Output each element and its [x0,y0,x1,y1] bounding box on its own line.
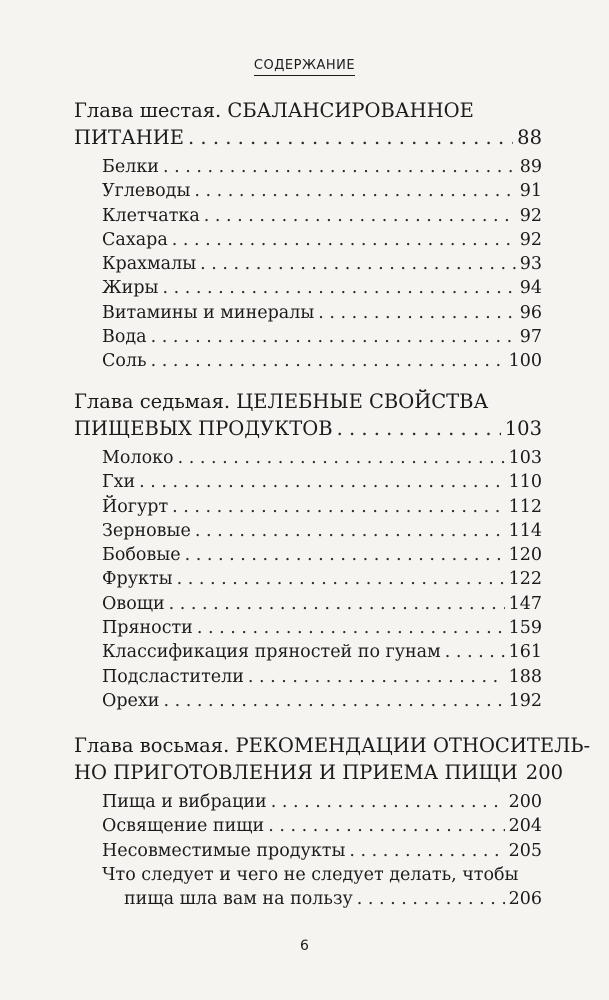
chapter-title-text: ПИТАНИЕ [74,126,185,149]
toc-item-page: 94 [519,278,542,299]
toc-item-page: 112 [508,496,542,517]
toc-item-page: 92 [519,205,542,226]
toc-item [102,839,542,863]
toc-item-page: 159 [508,618,542,639]
chapter-title-line2 [74,124,542,151]
toc-item-label: Жиры [102,278,159,299]
leader-dots [197,616,505,640]
leader-dots [357,887,505,911]
toc-item-multiline-first: Что следует и чего не следует делать, чтобы [102,864,519,885]
toc-item-page: 120 [508,545,542,566]
leader-dots [172,228,516,252]
toc-item [102,301,542,325]
chapter-title-line2 [74,415,542,442]
toc-item-label: Соль [102,351,147,372]
toc-item [102,228,542,252]
toc-item-label: Гхи [102,472,136,493]
toc-item-label: Углеводы [102,181,191,202]
leader-dots [151,325,516,349]
toc-item-label: Классификация пряностей по гунам [102,642,441,663]
leader-dots [194,179,515,203]
leader-dots [337,415,501,442]
chapter-title-line2 [74,759,564,786]
toc-item [102,325,542,349]
toc-item-page: 205 [508,840,542,861]
toc-item-label: Подсластители [102,666,244,687]
toc-item-label: Пряности [102,618,193,639]
leader-dots [248,665,505,689]
chapter-7 [74,388,542,713]
page-number: 6 [300,938,309,954]
leader-dots [195,519,505,543]
toc-item-label: Йогурт [102,496,169,517]
leader-dots [163,155,516,179]
toc-item-page: 92 [519,229,542,250]
toc-item-label: Освящение пищи [102,816,265,837]
toc-item [102,592,542,616]
toc-item-label: Фрукты [102,569,173,590]
toc-item [102,689,542,713]
toc-item [102,616,542,640]
toc-item [102,814,542,838]
leader-dots [318,301,515,325]
toc-item-label: Овощи [102,593,165,614]
running-header-title: СОДЕРЖАНИЕ [254,58,355,76]
toc-item-page: 147 [508,593,542,614]
toc-item-page: 91 [519,181,542,202]
chapter-7-items [74,446,542,713]
toc-item-page: 188 [508,666,542,687]
leader-dots [204,204,516,228]
toc-item-page: 96 [519,302,542,323]
toc-item-label: Клетчатка [102,205,200,226]
leader-dots [162,276,515,300]
leader-dots [151,349,505,373]
toc-item-label: Пища и вибрации [102,792,267,812]
toc-item [102,179,542,203]
toc-item [102,155,542,179]
chapter-title-line1: Глава седьмая. ЦЕЛЕБНЫЕ СВОЙСТВА [74,390,489,413]
toc-item-label: Бобовые [102,545,181,566]
toc-item-page: 89 [519,157,542,177]
toc-item-page: 122 [508,569,542,590]
chapter-title-text: ПИЩЕВЫХ ПРОДУКТОВ [74,417,333,440]
toc-item-label: Несовместимые продукты [102,840,346,861]
toc-item-page: 204 [508,816,542,837]
toc-item [102,519,542,543]
toc-item [102,543,542,567]
toc-item-page: 161 [508,642,542,663]
chapter-title-line1: Глава шестая. СБАЛАНСИРОВАННОЕ [74,99,474,122]
toc-item-label: Молоко [102,448,174,468]
running-header [0,58,609,76]
toc-item-page: 93 [519,254,542,275]
leader-dots [271,790,505,814]
leader-dots [185,543,505,567]
chapter-6-items [74,155,542,374]
leader-dots [200,252,516,276]
toc-item-label: Крахмалы [102,254,197,275]
chapter-page-number: 103 [504,417,542,440]
toc-item-multiline-second [102,887,542,911]
leader-dots [188,124,513,151]
toc-item-page: 114 [508,520,542,541]
toc-item-page: 97 [519,327,542,348]
toc-item [102,349,542,373]
chapter-8 [74,732,591,911]
toc-item-label: Сахара [102,229,168,250]
toc-item-label: Орехи [102,690,160,711]
leader-dots [172,495,504,519]
toc-item-label: Вода [102,327,147,348]
toc-item [102,790,542,814]
leader-dots [445,640,505,664]
toc-item-label: пища шла вам на пользу [124,889,353,910]
toc-item [102,446,542,470]
toc-item [102,252,542,276]
chapter-page-number: 88 [517,126,542,149]
toc-item-label: Зерновые [102,520,191,541]
leader-dots [177,567,505,591]
leader-dots [139,470,504,494]
leader-dots [169,592,505,616]
toc-item [102,640,542,664]
toc-item [102,470,542,494]
toc-item-page: 100 [508,351,542,372]
toc-item-page: 206 [508,889,542,910]
chapter-page-number: 200 [525,761,564,784]
toc-item-label: Белки [102,157,159,177]
chapter-6 [74,97,542,374]
toc-item [102,204,542,228]
toc-item-label: Витамины и минералы [102,302,315,323]
toc-item [102,495,542,519]
leader-dots [349,839,504,863]
toc-item-page: 110 [508,472,542,493]
toc-item-page: 103 [508,448,542,468]
toc-item [102,276,542,300]
toc-item-page: 192 [508,690,542,711]
leader-dots [163,689,504,713]
chapter-title-line1: Глава восьмая. РЕКОМЕНДАЦИИ ОТНОСИТЕЛЬ- [74,734,591,757]
chapter-title-text: НО ПРИГОТОВЛЕНИЯ И ПРИЕМА ПИЩИ [74,761,518,784]
toc-item [102,665,542,689]
leader-dots [268,814,504,838]
leader-dots [178,446,505,470]
toc-item [102,567,542,591]
chapter-8-items [74,790,542,911]
toc-item-page: 200 [508,792,542,812]
